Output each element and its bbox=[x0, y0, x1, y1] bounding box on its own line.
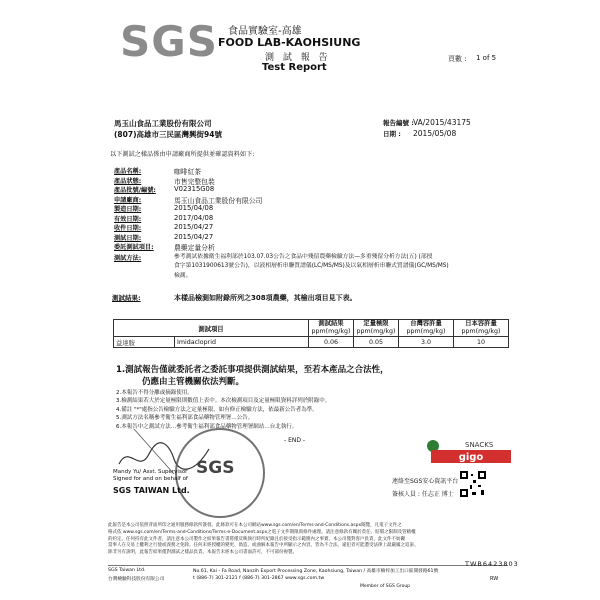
seal-text: SGS bbox=[196, 458, 235, 478]
end-marker: - END - bbox=[284, 437, 306, 444]
header-label: 定量極限 bbox=[363, 320, 389, 327]
field-label: 製造日期: bbox=[114, 206, 142, 213]
cell-loq: 0.05 bbox=[354, 337, 399, 348]
field-value: 2015/04/27 bbox=[174, 223, 214, 231]
signatory-company: SGS TAIWAN Ltd. bbox=[113, 486, 190, 495]
field-label: 測試日期: bbox=[114, 234, 142, 242]
page-value: 1 of 5 bbox=[476, 54, 497, 62]
field-value: 市售完整包裝 bbox=[174, 177, 215, 186]
field-label: 產品狀態: bbox=[114, 177, 142, 185]
table-header-row bbox=[114, 320, 509, 337]
note-line: 6.本報告中之測試方法…參考衛生福利部食品藥物管理署網站…台北執行。 bbox=[116, 423, 298, 430]
member-note: Member of SGS Group bbox=[360, 584, 411, 589]
client-name: 馬玉山食品工業股份有限公司 bbox=[114, 119, 212, 128]
field-value: 2015/04/08 bbox=[174, 204, 214, 212]
summary-text: 本樣品檢測如附錄所列之308項農藥，其檢出項目見下表。 bbox=[174, 294, 357, 302]
report-no-value: VA/2015/43175 bbox=[413, 118, 471, 127]
footer-company-zh: 台灣檢驗科技股份有限公司 bbox=[108, 577, 165, 582]
field-value: 2017/04/08 bbox=[174, 213, 214, 222]
method-label: 測試方法: bbox=[114, 254, 142, 262]
field-row bbox=[114, 242, 494, 252]
field-row bbox=[114, 166, 494, 176]
field-value: V02315G08 bbox=[174, 185, 215, 193]
signatory-line2: Signed for and on behalf of bbox=[113, 476, 188, 482]
cell-name-en: Imidacloprid bbox=[175, 337, 309, 348]
document-id: TWB6423803 bbox=[465, 560, 519, 568]
field-row bbox=[114, 204, 494, 214]
svg-text:gigo: gigo bbox=[458, 452, 484, 463]
cell-tw-limit: 3.0 bbox=[399, 337, 454, 348]
field-label: 申請廠商: bbox=[114, 196, 142, 204]
report-title-en: Test Report bbox=[262, 62, 327, 73]
note-line: 4.備註 "*"處指公告檢驗方法之定量極限，如有修正檢驗方法，依最新公告者為準。 bbox=[116, 406, 318, 413]
header-unit: ppm(mg/kg) bbox=[461, 328, 501, 335]
footer-contact: t (886-7) 301-2121 f (886-7) 301-2867 www.sgs.com.tw bbox=[193, 576, 325, 581]
header-cell bbox=[309, 320, 354, 337]
client-address: (807)高雄市三民區灣興街94號 bbox=[114, 130, 222, 139]
note-1a: 1.測試報告僅就委託者之委託事項提供測試結果，至若本產品之合法性， bbox=[116, 365, 389, 375]
header-cell bbox=[454, 320, 509, 337]
legal-line: 當事人在交易上權利之行使或義務之免除。任何未經授權的變更、偽造、或曲解本報告中所顯示之內容，皆為不合法，違犯者可能遭受法律上最嚴厲之追訴。 bbox=[108, 543, 419, 549]
snacks-text: SNACKS bbox=[465, 441, 494, 449]
legal-line: 除非另有說明，此報告結果僅對測試之樣品負責。本報告未經本公司書面許可，不可部份複製。 bbox=[108, 550, 297, 556]
header-label: 日本容許量 bbox=[465, 320, 497, 327]
header-label: 測試結果 bbox=[318, 320, 344, 327]
field-value: 咖啡紅茶 bbox=[174, 168, 202, 176]
method-text bbox=[174, 253, 504, 282]
method-line: 參考測試依據衛生福利部於103.07.03公告之食品中殘留農藥檢驗方法—多重殘留分析方法(五) (部授 bbox=[174, 253, 433, 260]
legal-text bbox=[108, 523, 508, 557]
note-1b: 仍應由主管機關依法判斷。 bbox=[142, 377, 245, 387]
lab-title-zh: 食品實驗室-高雄 bbox=[228, 26, 302, 37]
intro-text: 以下測試之樣品係由申請廠商所提供並確認資料如下: bbox=[110, 151, 255, 158]
cell-result: 0.06 bbox=[309, 337, 354, 348]
method-line: 檢測。 bbox=[174, 272, 192, 279]
page-label: 頁數 : bbox=[448, 55, 467, 63]
note-line: 5.測試方法名稱參考衛生福利部食品藥物管理署…公告。 bbox=[116, 415, 254, 422]
legal-line: 的約定。任何持有此文件者，請注意本公司製作之結果報告書將僅反映執行時所紀錄且於接受指示範圍內之事實。本公司僅對客戶負責，此文件不妨礙 bbox=[108, 536, 405, 542]
field-label: 委託測試項目: bbox=[114, 244, 154, 251]
field-row bbox=[114, 214, 494, 224]
header-label: 台灣容許量 bbox=[410, 320, 442, 327]
footer-company-en: SGS Taiwan Ltd. bbox=[108, 568, 146, 573]
header-label: 測試項目 bbox=[198, 325, 224, 333]
field-row bbox=[114, 233, 494, 243]
method-row bbox=[114, 253, 494, 283]
legal-line: 此報告是本公司依照背面所印之通用服務條款所簽發。此條款可在本公司網站www.sgs.com/en/Terms-and-Conditions.aspx閱覽，凡電子文件之 bbox=[108, 523, 402, 528]
method-line: 食字第1031900613號公告)，以液相層析串聯質譜儀(LC/MS/MS)及以氣相層析串聯式質譜儀(GC/MS/MS) bbox=[174, 263, 449, 269]
cell-name-zh: 益達胺 bbox=[114, 337, 175, 348]
report-date-value: 2015/05/08 bbox=[413, 129, 457, 138]
qr-code-icon bbox=[459, 470, 487, 498]
field-row bbox=[114, 176, 494, 186]
results-table bbox=[113, 319, 509, 348]
footer-divider bbox=[108, 565, 508, 566]
report-date-label: 日期 : bbox=[383, 130, 401, 138]
signatory-name: Mandy Yu/ Asst. Supervisor bbox=[113, 469, 188, 475]
snacks-logo bbox=[425, 438, 515, 464]
header-unit: ppm(mg/kg) bbox=[356, 328, 396, 335]
report-no-label: 報告編號 : bbox=[383, 119, 414, 127]
footer-address: No.61, Kai - Fa Road, Nanzih Export Processing Zone, Kaohsiung, Taiwan / 高雄市楠梓加工出口區開發路61號 bbox=[193, 569, 439, 574]
note-line: 2.本報告不得分離或摘錄使用。 bbox=[116, 390, 193, 396]
sgs-logo: SGS bbox=[120, 17, 218, 66]
field-row bbox=[114, 223, 494, 233]
note-line: 3.檢測結果若大於定量極限則數值上表中。本次檢測項目及定量極限資料詳列於附錄中。 bbox=[116, 398, 331, 405]
field-label: 產品名稱: bbox=[114, 168, 142, 175]
header-unit: ppm(mg/kg) bbox=[311, 328, 351, 335]
field-value: 農藥定量分析 bbox=[174, 244, 215, 252]
signatory bbox=[113, 469, 188, 483]
sample-fields bbox=[114, 166, 494, 283]
table-row bbox=[114, 337, 509, 348]
lab-title-en: FOOD LAB-KAOHSIUNG bbox=[218, 36, 361, 49]
field-label: 收件日期: bbox=[114, 225, 142, 232]
cell-jp-limit: 10 bbox=[454, 337, 509, 348]
field-row bbox=[114, 185, 494, 195]
field-label: 有效日期: bbox=[114, 215, 142, 223]
legal-line: 格式依 www.sgs.com/en/Terms-and-Conditions/Terms-e-Document.aspx之電子文件期限與條件處理。請注意條款有關於責任、賠償之限制及管轄權 bbox=[108, 529, 416, 535]
header-unit: ppm(mg/kg) bbox=[406, 328, 446, 335]
header-cell bbox=[399, 320, 454, 337]
field-value: 2015/04/27 bbox=[174, 232, 214, 241]
report-title-zh: 測 試 報 告 bbox=[265, 53, 331, 63]
footer-rw: RW bbox=[490, 576, 499, 582]
field-row bbox=[114, 195, 494, 205]
summary-label: 測試結果: bbox=[112, 294, 141, 302]
field-value: 馬玉山食品工業股份有限公司 bbox=[174, 196, 263, 205]
field-label: 產品批號/編號: bbox=[114, 187, 156, 194]
header-cell bbox=[114, 320, 309, 337]
header-cell bbox=[354, 320, 399, 337]
platform-note: 連絡至SGS安心資訊平台 bbox=[392, 478, 459, 485]
approver: 簽核人員 : 任志正 博士 bbox=[392, 491, 454, 498]
